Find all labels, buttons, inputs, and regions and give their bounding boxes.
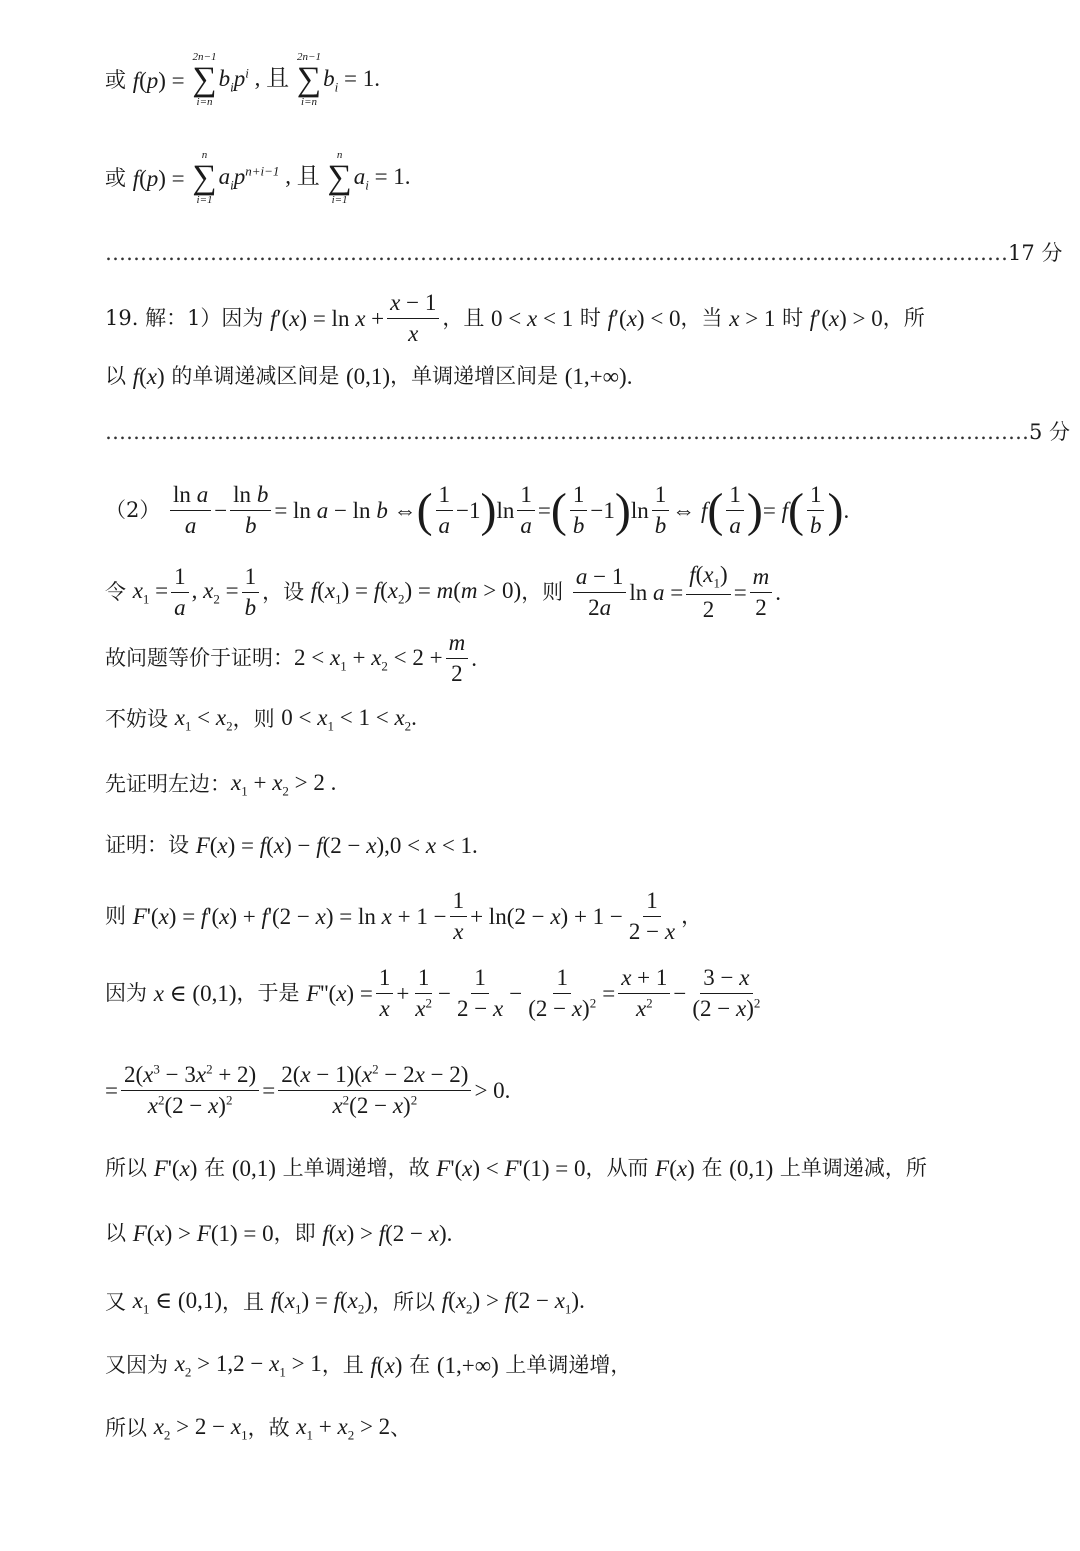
line-sum-b: 或 f(p) = 2n−1 ∑ i=n $b_ip^i$ , 且 2n−1 ∑ i=n $b_i = 1$.: [105, 51, 380, 108]
score-line-17: [105, 241, 1063, 265]
left-line: 先证明左边： $x_1 + x_2 > 2$ .: [105, 770, 337, 799]
x2-gt-line: 又因为 $x_2 > 1,2 - x_1 > 1$ ，且 f(x) 在 (1,+∞) 上单调递增，: [105, 1351, 632, 1380]
equiv-line: 故问题等价于证明： $2 < x_1 + x_2 < 2$ + $\frac{m}{2}$ .: [105, 630, 477, 687]
F-second-line: 因为 x ∈ (0,1) ，于是 F''(x) = $\frac{1}{x}$ + $\frac{1}{x^2}$ − $\frac{1}{2 - x}$ − $\frac{1}{(2 - x)^2}$ = $\frac{x + 1}{x^2}$ − $\frac{3 - x}{(2 - x)^2}$: [105, 965, 761, 1022]
sigma-symbol: 2n−1 ∑ i=n: [192, 51, 217, 108]
proof-F-line: 证明：设 F(x) = f(x) − f(2 − x),0 < x < 1.: [105, 833, 478, 858]
dot-leader: ……………………………………………………………………………………………………………………: [105, 420, 1029, 444]
q19-part2: （2） $\frac{\text{ln a}}{a}$ − $\frac{\text{ln b}}{b}$ = ln a − ln b ⇔ ( $\frac{1}{a}$ −1 ) ln $\frac{1}{a}$ = ( $\frac{1}{b}$ −1 ) ln $\frac{1}{b}$ ⇔ f ( $\frac{1}{a}$ ) = f ( $\frac{1}{b}$ ) .: [105, 482, 850, 539]
sigma-symbol: n ∑ i=1: [192, 149, 217, 206]
score-line-5: [105, 420, 1071, 444]
mono-2-line: 以 F(x) > F(1) = 0 ，即 f(x) > f(2 − x).: [105, 1221, 453, 1246]
F-prime-line: 则 F'(x) = f'(x) + f'(2 − x) = ln x + 1 − $\frac{1}{x}$ + ln(2 − x) + 1 − $\frac{1}{2 - x}$ ，: [105, 888, 703, 945]
F-second-b-line: = $\frac{2(x^3 - 3x^2 + 2)}{x^2(2 - x)^2}$ = $\frac{2(x - 1)(x^2 - 2x - 2)}{x^2(2 - x)^2}$ > 0.: [105, 1061, 511, 1119]
q19-part1: 19. 解：1）因为 f′(x) = ln x + $\frac{x - 1}{x}$ ，且 0 < x < 1 时 f′(x) < 0 ，当 x > 1 时 f′(x) > 0 ，所: [105, 290, 925, 347]
let-line: 令 $x_1$ = $\frac{1}{a}$ , $x_2$ = $\frac{1}{b}$ ，设 $f(x_1) = f(x_2) = m(m > 0)$ ，则 $\frac{a - 1}{2a}$ ln a = $\frac{f(x_1)}{2}$ = $\frac{m}{2}$ .: [105, 562, 782, 622]
score-17: 17 分: [1008, 241, 1063, 265]
sigma-symbol: 2n−1 ∑ i=n: [296, 51, 322, 108]
mono-1-line: 所以 F'(x) 在 (0,1) 上单调递增，故 F'(x) < F'(1) = 0 ，从而 F(x) 在 (0,1) 上单调递减，所: [105, 1156, 927, 1181]
wlog-line: 不妨设 $x_1 < x_2$ ，则 $0 < x_1 < 1 < x_2$.: [105, 705, 417, 734]
line-sum-a: 或 f(p) = n ∑ i=1 $a_ip^{n+i-1}$ , 且 n ∑ i=1 $a_i = 1$.: [105, 149, 411, 206]
dot-leader: …………………………………………………………………………………………………………………: [105, 241, 1008, 265]
sigma-symbol: n ∑ i=1: [327, 149, 352, 206]
score-5: 5 分: [1029, 420, 1071, 444]
conclude-line: 所以 $x_2 > 2 - x_1$ ，故 $x_1 + x_2 > 2$ 、: [105, 1414, 412, 1443]
x1-in-line: 又 $x_1$ ∈ (0,1) ，且 $f(x_1) = f(x_2)$ ，所以 $f(x_2) > f(2 - x_1)$.: [105, 1288, 585, 1317]
q19-part1b: 以 f(x) 的单调递减区间是 (0,1) ，单调递增区间是 (1,+∞).: [105, 364, 633, 389]
